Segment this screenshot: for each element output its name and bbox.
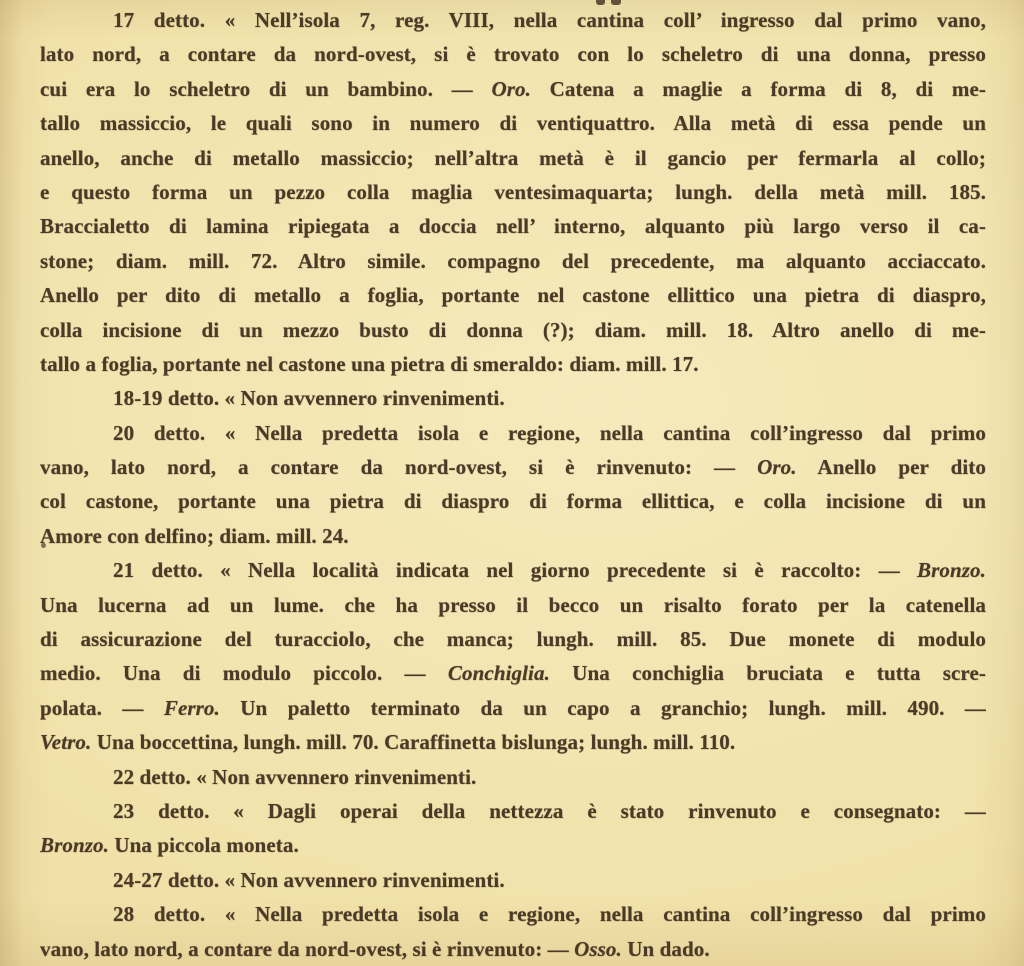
- text-line: [40, 347, 986, 381]
- text-line: [40, 72, 986, 106]
- text-line: [40, 932, 986, 966]
- text-run: e questo forma un pezzo colla maglia ventesimaquarta; lungh. della metà mill. 185.: [40, 179, 986, 204]
- text-run: cui era lo scheletro di un bambino. —: [40, 76, 492, 101]
- page-text: [40, 3, 986, 966]
- text-run: 20 detto. « Nella predetta isola e regione, nella cantina coll’ingresso dal primo: [113, 420, 986, 445]
- text-line: [40, 794, 986, 828]
- text-run: Un dado.: [621, 936, 710, 961]
- text-run: 21 detto. « Nella località indicata nel giorno precedente si è raccolto: —: [113, 558, 918, 583]
- text-line: [40, 313, 986, 347]
- text-run: 28 detto. « Nella predetta isola e regione, nella cantina coll’ingresso dal primo: [113, 902, 986, 927]
- text-run: vano, lato nord, a contare da nord-ovest, si è rinvenuto: —: [40, 936, 575, 961]
- text-line: [40, 725, 986, 759]
- text-run: lato nord, a contare da nord-ovest, si è trovato con lo scheletro di una donna, presso: [40, 42, 986, 67]
- text-run: Una boccettina, lungh. mill. 70. Caraffinetta bislunga; lungh. mill. 110.: [91, 730, 736, 755]
- text-line: [40, 656, 986, 690]
- text-run: col castone, portante una pietra di diaspro di forma ellittica, e colla incisione di un: [40, 489, 986, 514]
- text-line: [40, 519, 986, 553]
- text-run: 17 detto. « Nell’isola 7, reg. VIII, nella cantina coll’ ingresso dal primo vano,: [113, 8, 986, 32]
- text-run: medio. Una di modulo piccolo. —: [40, 661, 448, 686]
- text-line: [40, 863, 986, 897]
- text-line: [40, 416, 986, 450]
- material-label: Oro.: [491, 76, 531, 101]
- text-run: stone; diam. mill. 72. Altro simile. compagno del precedente, ma alquanto acciaccato.: [40, 248, 986, 273]
- text-run: tallo massiccio, le quali sono in numero di ventiquattro. Alla metà di essa pende un: [40, 111, 986, 136]
- text-line: [40, 760, 986, 794]
- text-run: Anello per dito di metallo a foglia, portante nel castone ellittico una pietra di diaspro,: [40, 283, 986, 308]
- text-run: colla incisione di un mezzo busto di donna (?); diam. mill. 18. Altro anello di me-: [40, 317, 986, 342]
- text-line: [40, 209, 986, 243]
- material-label: Osso.: [574, 936, 622, 961]
- material-label: Conchiglia.: [447, 661, 550, 686]
- text-line: [40, 244, 986, 278]
- text-run: anello, anche di metallo massiccio; nell’altra metà è il gancio per fermarla al collo;: [40, 145, 986, 170]
- text-line: [40, 106, 986, 140]
- text-run: 22 detto. « Non avvennero rinvenimenti.: [113, 764, 477, 789]
- text-run: Un paletto terminato da un capo a granchio; lungh. mill. 490. —: [219, 695, 986, 720]
- text-line: [40, 897, 986, 931]
- text-line: [40, 278, 986, 312]
- text-line: [40, 381, 986, 415]
- text-run: Braccialetto di lamina ripiegata a doccia nell’ interno, alquanto più largo verso il ca-: [40, 214, 986, 239]
- text-line: [40, 553, 986, 587]
- text-line: [40, 3, 986, 37]
- text-line: [40, 484, 986, 518]
- text-line: [40, 622, 986, 656]
- text-run: di assicurazione del turacciolo, che manca; lungh. mill. 85. Due monete di modulo: [40, 627, 986, 652]
- text-run: 18-19 detto. « Non avvennero rinvenimenti.: [113, 386, 505, 411]
- text-run: Una lucerna ad un lume. che ha presso il becco un risalto forato per la catenella: [40, 592, 986, 617]
- text-line: [40, 175, 986, 209]
- text-line: [40, 588, 986, 622]
- text-run: Una piccola moneta.: [108, 833, 299, 858]
- text-run: Anello per dito: [796, 455, 986, 480]
- text-line: [40, 450, 986, 484]
- text-run: Catena a maglie a forma di 8, di me-: [530, 76, 986, 101]
- text-line: [40, 691, 986, 725]
- material-label: Bronzo.: [917, 558, 986, 583]
- text-run: vano, lato nord, a contare da nord-ovest, si è rinvenuto: —: [40, 455, 758, 480]
- text-line: [40, 37, 986, 71]
- material-label: Ferro.: [163, 695, 220, 720]
- text-run: 23 detto. « Dagli operai della nettezza è stato rinvenuto e consegnato: —: [113, 798, 986, 823]
- text-run: 24-27 detto. « Non avvennero rinvenimenti.: [113, 867, 505, 892]
- text-run: Amore con delfino; diam. mill. 24.: [40, 523, 349, 548]
- text-line: [40, 141, 986, 175]
- text-run: polata. —: [40, 695, 164, 720]
- material-label: Vetro.: [40, 730, 92, 755]
- text-line: [40, 828, 986, 862]
- material-label: Bronzo.: [40, 833, 109, 858]
- text-run: tallo a foglia, portante nel castone una pietra di smeraldo: diam. mill. 17.: [40, 351, 699, 376]
- material-label: Oro.: [757, 455, 797, 480]
- text-run: Una conchiglia bruciata e tutta scre-: [549, 661, 986, 686]
